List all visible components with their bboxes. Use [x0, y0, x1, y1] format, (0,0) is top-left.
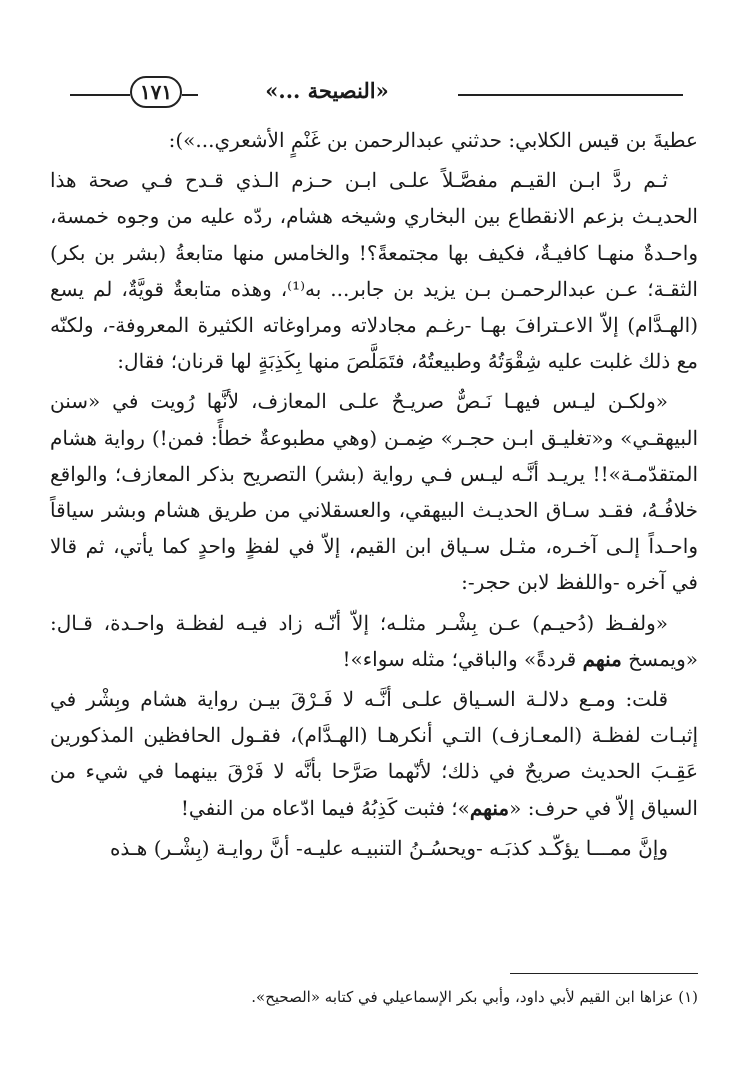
- paragraph-5-text-before: قلت: ومـع دلالـة السـياق علـى أنَّـه لا فَـرْقَ بيـن رواية هشام وبِشْر في إثبـات لفظـة (المعـازف) التـي أنكرهـا (الهـدَّام)، فقـول الحافظين المذكورين عَقِـبَ الحديث صريحٌ في ذلك؛ لأنّهما صَرَّحا بأنَّه لا فَرْقَ بينهما في شيء من السياق إلاّ في حرف: «: [50, 687, 698, 820]
- paragraph-6: وإنَّ ممـــا يؤكّـد كذبَـه -ويحسُـنُ التنبيـه عليـه- أنَّ روايـة (بِشْـر) هـذه: [109, 835, 668, 860]
- paragraph-5-bold-word: منهم: [469, 795, 510, 820]
- page-header: [70, 72, 685, 112]
- paragraph-4-quote: [50, 605, 698, 677]
- header-rule-left: [70, 94, 130, 96]
- body-text: [50, 122, 698, 870]
- paragraph-4-text-after: قردةً» والباقي؛ مثله سواء»!: [342, 646, 583, 671]
- paragraph-5-text-after: »؛ فثبت كَذِبُهُ فيما ادّعاه من النفي!: [180, 795, 470, 820]
- paragraph-1: عطيةَ بن قيس الكلابي: حدثني عبدالرحمن بن غَنْمٍ الأشعري...»):: [168, 128, 698, 152]
- header-rule-right: [458, 94, 683, 96]
- page-number: ١٧١: [130, 76, 182, 108]
- paragraph-4-bold-word: منهم: [582, 646, 622, 671]
- footnote-separator: [510, 973, 698, 974]
- paragraph-4-text-before: «ولفـظ (دُحيـم) عـن بِشْـر مثلـه؛ إلاّ أنّـه زاد فيـه لفظـة واحـدة، قـال: «ويمسخ: [50, 610, 698, 671]
- header-rule-middle: [182, 94, 198, 96]
- paragraph-2: ثـم ردَّ ابـن القيـم مفصَّـلاً علـى ابـن حـزم الـذي قـدح فـي صحة هذا الحديـث بزعم الانقطاع بين البخاري وشيخه هشام، ردّه عليه من وجوه خمسة، واحـدةٌ منهـا كافيـةٌ، فكيف بها مجتمعةً؟! والخامس منها متابعةُ (بشر بن بكر) الثقـة؛ عـن عبدالرحمـن بـن يزيد بن جابر... به⁽¹⁾، وهذه متابعةٌ قويَّةٌ، لم يسع (الهـدَّام) إلاّ الاعـترافَ بهـا -رغـم مجادلاته ومراوغاته الكثيرة المعروفة-، ولكنّه مع ذلك غلبت عليه شِقْوَتُهُ وطبيعتُهُ، فتَمَلَّصَ منها بِكَذِبَةٍ لها قرنان؛ فقال:: [50, 168, 698, 374]
- footnote: (١) عزاها ابن القيم لأبي داود، وأبي بكر الإسماعيلي في كتابه «الصحيح».: [251, 988, 698, 1006]
- paragraph-5: [50, 681, 698, 826]
- paragraph-3-quote: «ولكـن ليـس فيهـا نَـصٌّ صريـحٌ علـى المعازف، لأنَّها رُويت في «سنن البيهقـي» و«تغليـق ابـن حجـر» ضِمـن (وهي مطبوعةٌ خطأً: فمن!) رواية هشام المتقدّمـة»!! يريـد أنَّـه ليـس فـي رواية (بشر) التصريح بذكر المعازف؛ والواقع خلافُـهُ، فقـد سـاق الحديـث البيهقي، والعسقلاني من طريق هشام وبشر سياقاً واحـداً إلـى آخـره، مثـل سـياق ابن القيم، إلاّ في لفظٍ واحدٍ كما يأتي، ثم قالا في آخره -واللفظ لابن حجر-:: [50, 389, 698, 595]
- running-title: «النصيحة ...»: [265, 78, 389, 103]
